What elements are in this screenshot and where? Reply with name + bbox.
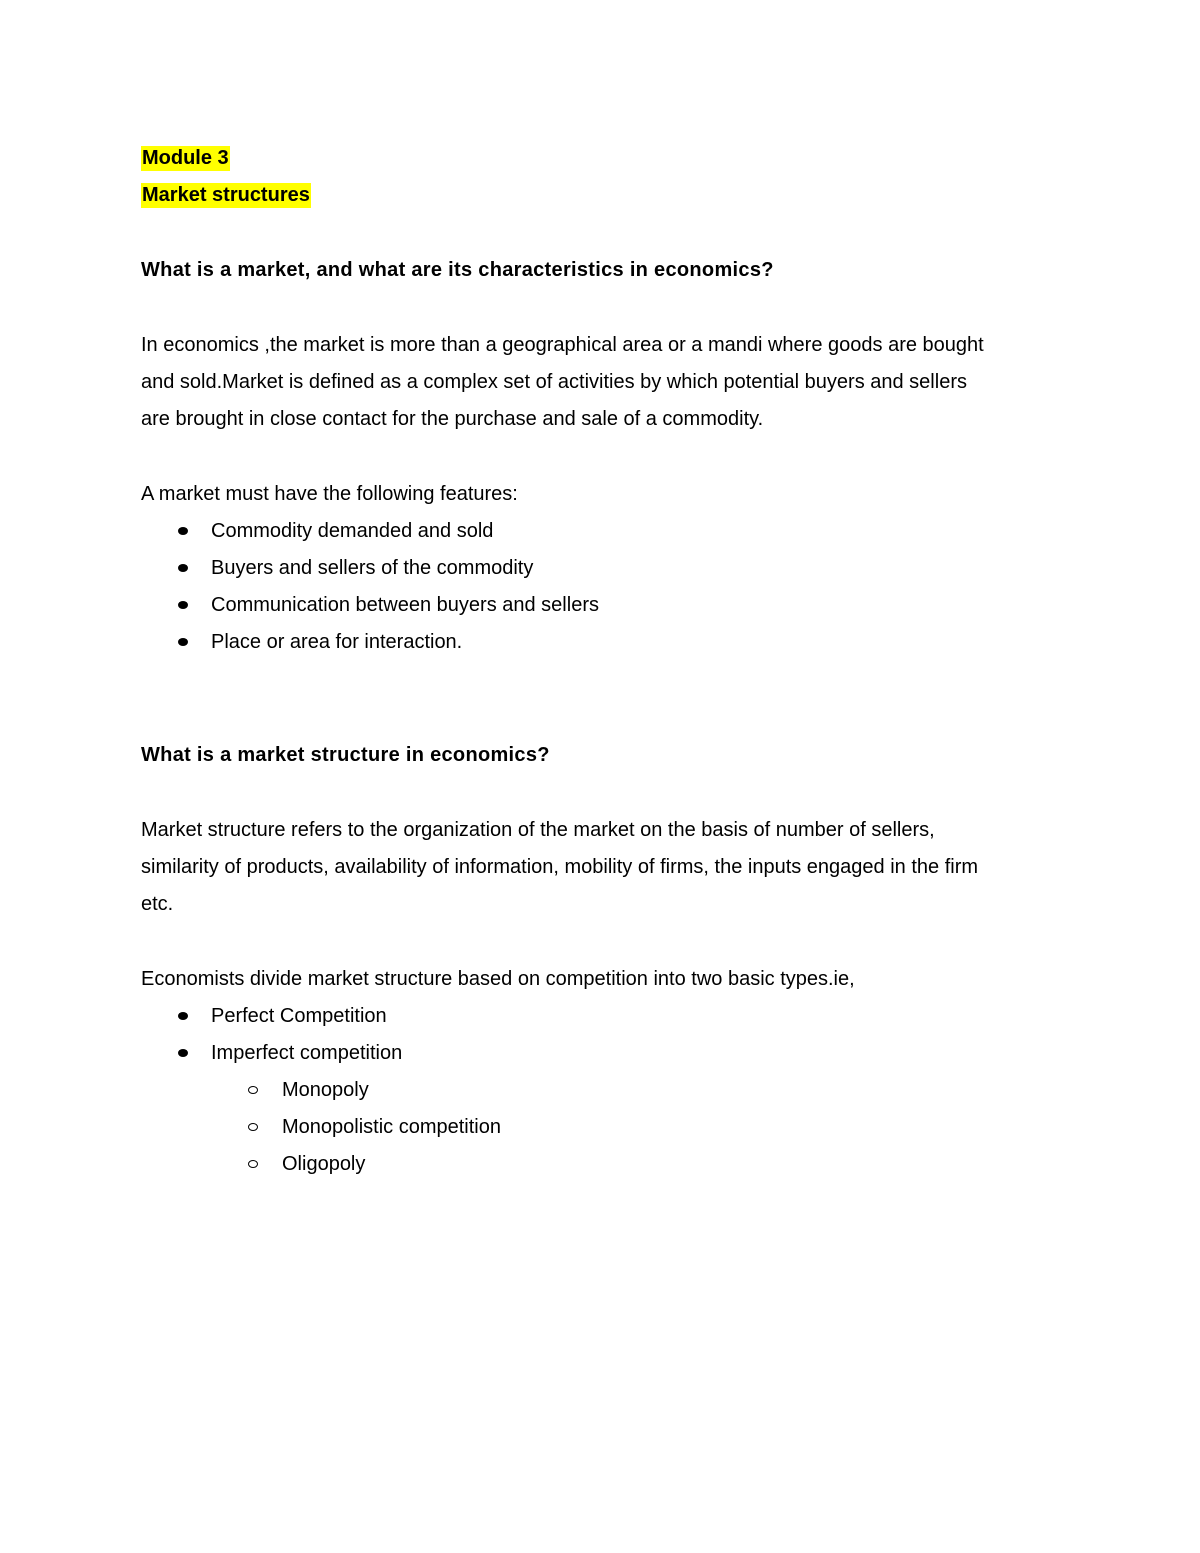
list-item — [141, 624, 1059, 661]
list-item-text: Place or area for interaction. — [211, 631, 463, 653]
list-item-text: Monopolistic competition — [282, 1116, 501, 1138]
list-item-text: Communication between buyers and sellers — [211, 594, 599, 616]
list-item-text: Commodity demanded and sold — [211, 520, 494, 542]
bullet-dot-icon — [178, 1049, 188, 1057]
types-list — [141, 998, 1059, 1183]
list-item — [141, 998, 1059, 1035]
list-item-text: Oligopoly — [282, 1153, 366, 1175]
paragraph-line: In economics ,the market is more than a geographical area or a mandi where goods are bought — [141, 334, 984, 356]
bullet-circle-icon — [248, 1160, 258, 1168]
module-title — [141, 177, 1059, 214]
paragraph-line: etc. — [141, 893, 174, 915]
list-item-text: Imperfect competition — [211, 1042, 403, 1064]
blank-line — [141, 214, 1059, 252]
bullet-circle-icon — [248, 1123, 258, 1131]
section1-paragraph — [141, 327, 1059, 438]
list-item-text: Monopoly — [282, 1079, 369, 1101]
module-number — [141, 140, 1059, 177]
list-item — [141, 1035, 1059, 1072]
bullet-dot-icon — [178, 1012, 188, 1020]
section2-paragraph — [141, 812, 1059, 923]
list-item — [141, 587, 1059, 624]
blank-lines — [141, 661, 1059, 737]
features-intro: A market must have the following features: — [141, 483, 518, 505]
section2-heading: What is a market structure in economics? — [141, 744, 550, 766]
paragraph-line: similarity of products, availability of information, mobility of firms, the inputs engaged in the firm — [141, 856, 979, 878]
paragraph-line: are brought in close contact for the purchase and sale of a commodity. — [141, 408, 764, 430]
sub-list-item — [141, 1109, 1059, 1146]
paragraph-line: and sold.Market is defined as a complex set of activities by which potential buyers and sellers — [141, 371, 967, 393]
list-item — [141, 550, 1059, 587]
list-item — [141, 513, 1059, 550]
bullet-circle-icon — [248, 1086, 258, 1094]
blank-line — [141, 923, 1059, 961]
list-item-text: Perfect Competition — [211, 1005, 387, 1027]
module-number-text: Module 3 — [142, 147, 229, 169]
module-title-text: Market structures — [142, 184, 310, 206]
paragraph-line: Market structure refers to the organization of the market on the basis of number of sellers, — [141, 819, 935, 841]
bullet-dot-icon — [178, 638, 188, 646]
sub-list-item — [141, 1146, 1059, 1183]
document-body — [141, 140, 1059, 1183]
types-intro: Economists divide market structure based on competition into two basic types.ie, — [141, 968, 855, 990]
section1-heading: What is a market, and what are its characteristics in economics? — [141, 259, 774, 281]
blank-line — [141, 774, 1059, 812]
blank-line — [141, 289, 1059, 327]
blank-line — [141, 438, 1059, 476]
list-item-text: Buyers and sellers of the commodity — [211, 557, 534, 579]
bullet-dot-icon — [178, 527, 188, 535]
sub-list-item — [141, 1072, 1059, 1109]
features-list — [141, 513, 1059, 661]
bullet-dot-icon — [178, 601, 188, 609]
bullet-dot-icon — [178, 564, 188, 572]
